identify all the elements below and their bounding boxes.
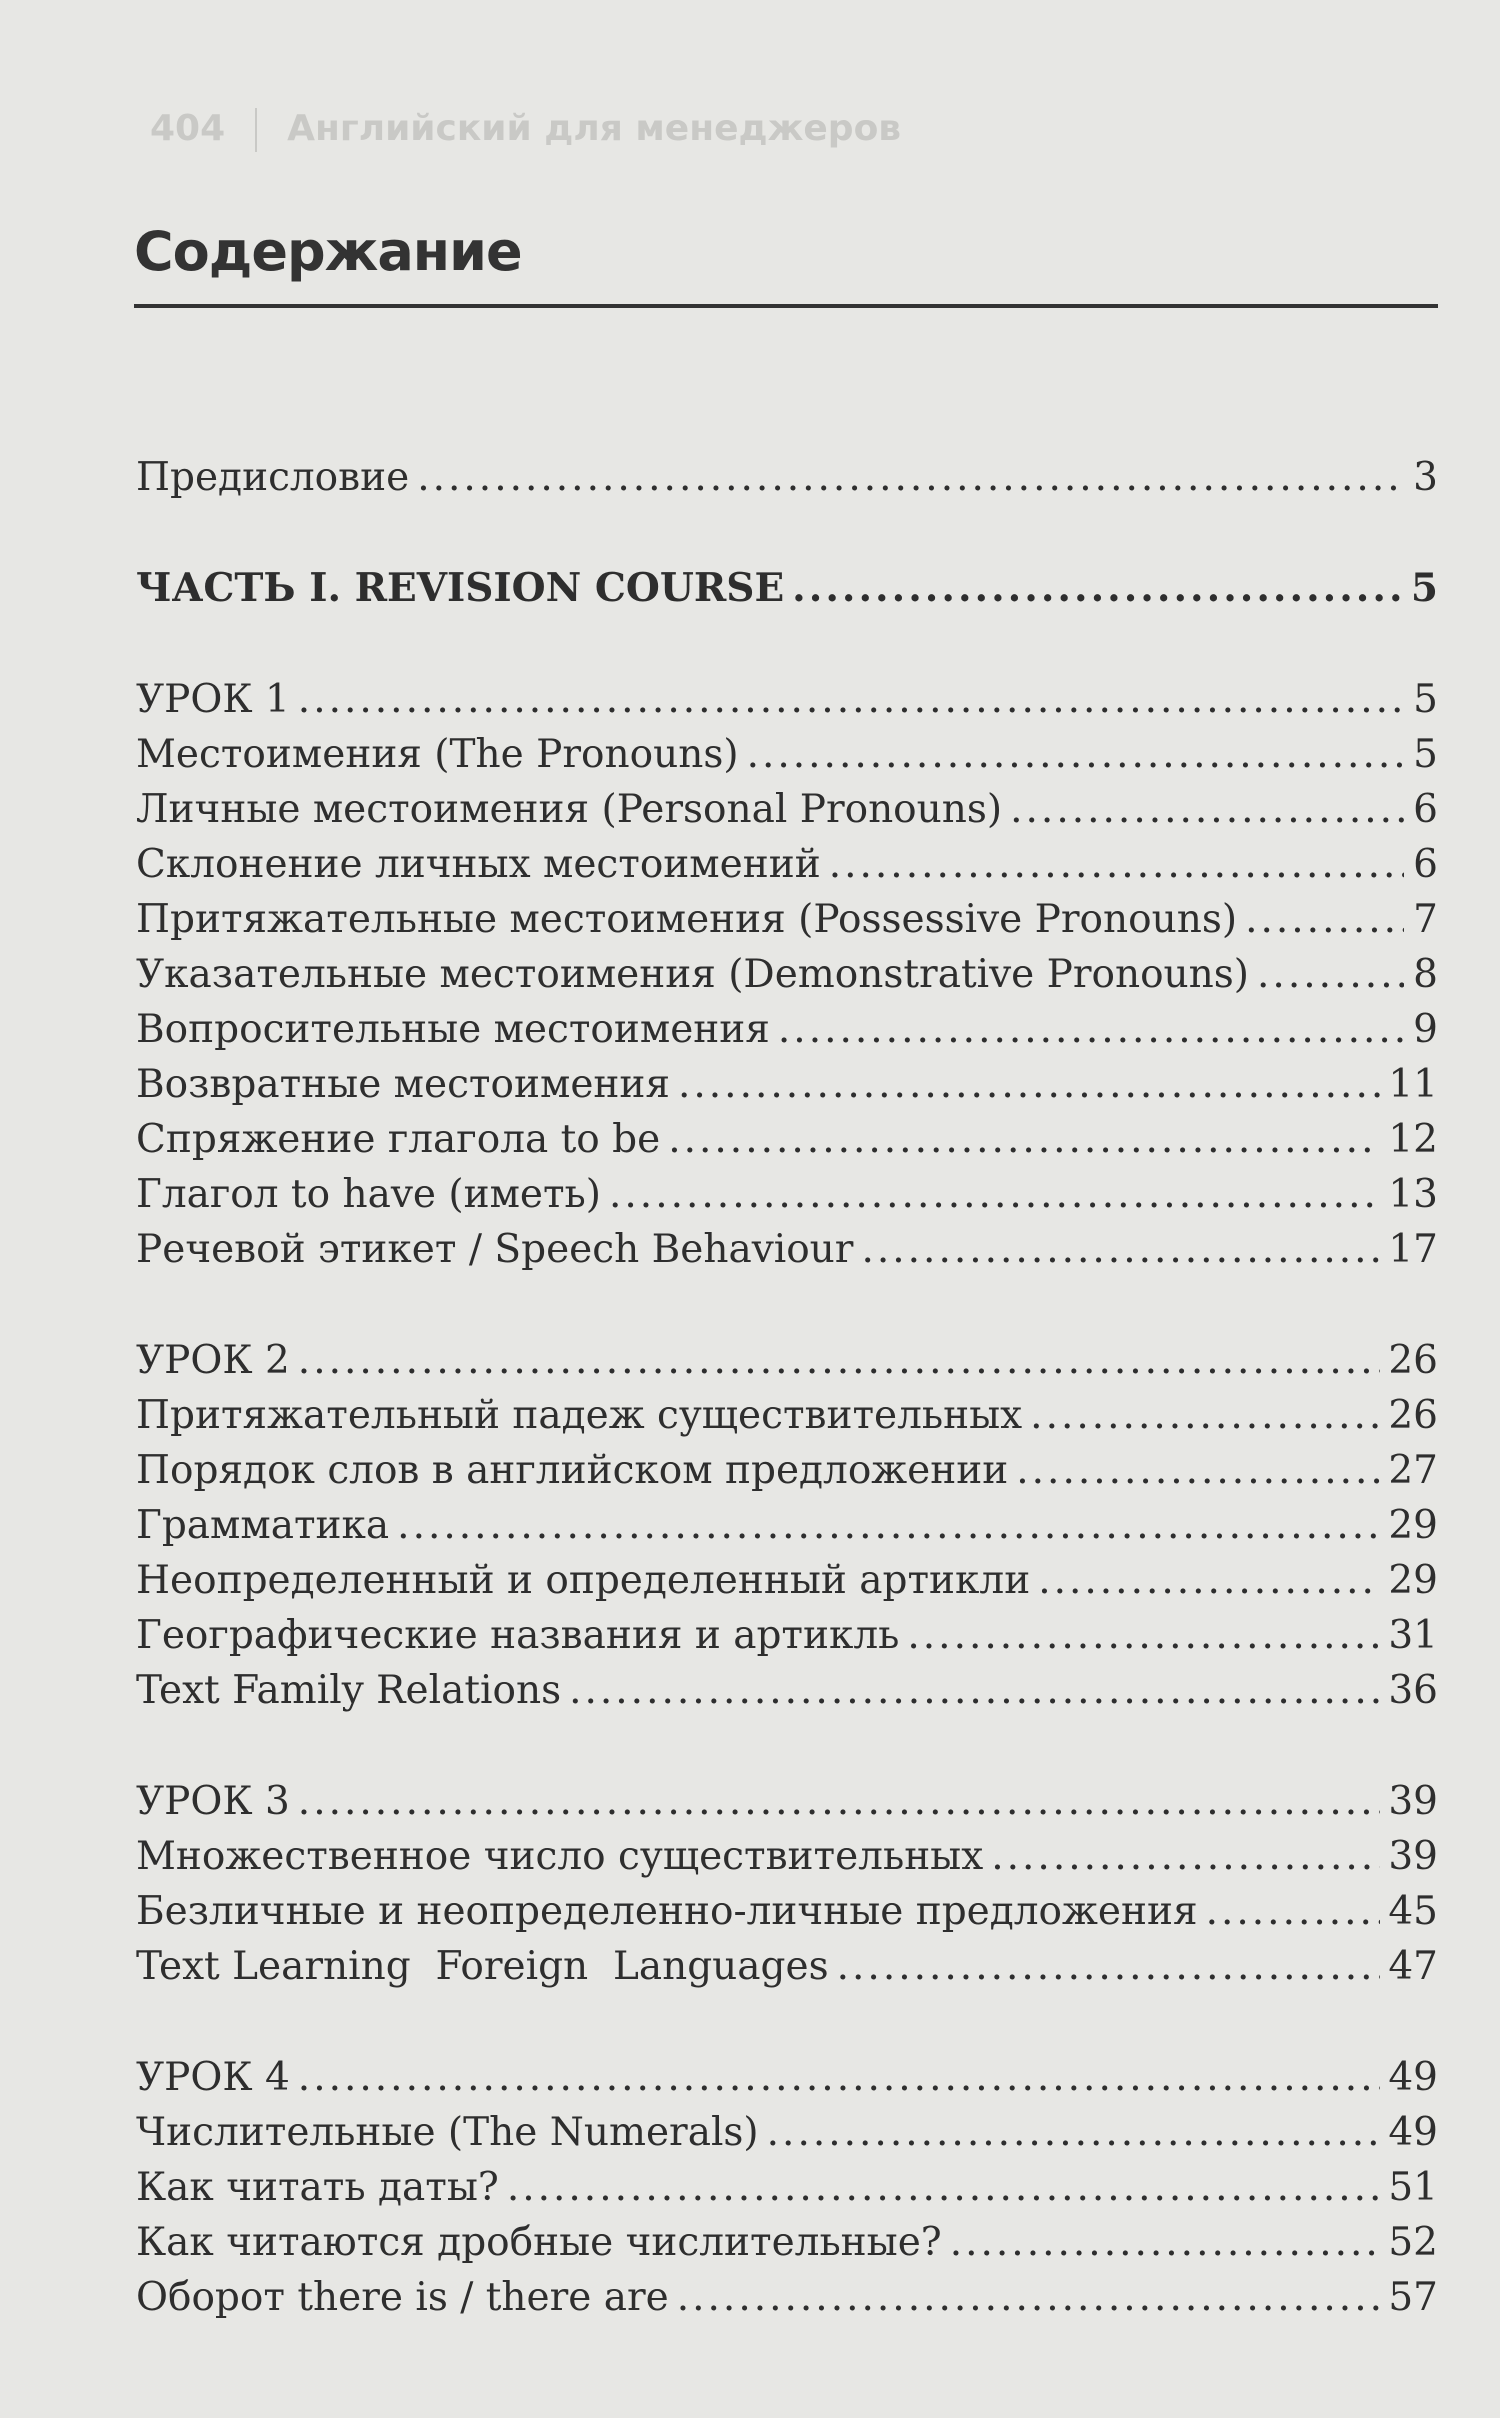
toc-leader-dots — [1245, 892, 1404, 947]
toc-entry — [136, 1663, 1438, 1718]
toc-entry-page: 39 — [1388, 1834, 1438, 1879]
toc-entry-label: Склонение личных местоимений — [136, 842, 821, 887]
toc-entry-page: 27 — [1388, 1448, 1438, 1493]
toc-leader-dots — [1010, 782, 1404, 837]
toc-entry-page: 52 — [1388, 2220, 1438, 2265]
toc-leader-dots — [609, 1167, 1380, 1222]
toc-entry — [136, 1002, 1438, 1057]
toc-entry — [136, 2270, 1438, 2325]
toc-leader-dots — [569, 1663, 1380, 1718]
toc-entry-label: Оборот there is / there are — [136, 2275, 669, 2320]
toc-entry-page: 12 — [1388, 1117, 1438, 1162]
toc-leader-dots — [298, 672, 1404, 727]
toc-entry-label: УРОК 2 — [136, 1338, 290, 1383]
toc-entry — [136, 1498, 1438, 1553]
toc-entry — [136, 2105, 1438, 2160]
toc-leader-dots — [778, 1002, 1404, 1057]
toc-entry-label: Географические названия и артикль — [136, 1613, 900, 1658]
toc-entry-page: 26 — [1388, 1338, 1438, 1383]
toc-entry — [136, 1388, 1438, 1443]
toc-entry-page: 26 — [1388, 1393, 1438, 1438]
toc-entry-label: Безличные и неопределенно-личные предложения — [136, 1889, 1198, 1934]
toc-entry-label: Множественное число существительных — [136, 1834, 984, 1879]
section-gap — [136, 505, 1438, 561]
section-gap — [136, 1994, 1438, 2050]
toc-leader-dots — [829, 837, 1404, 892]
toc-entry-page: 49 — [1388, 2110, 1438, 2155]
toc-leader-dots — [907, 1608, 1380, 1663]
toc-entry-page: 29 — [1388, 1503, 1438, 1548]
toc-part-entry — [136, 561, 1438, 616]
toc-entry-label: Грамматика — [136, 1503, 390, 1548]
toc-entry — [136, 947, 1438, 1002]
section-gap — [136, 616, 1438, 672]
toc-entry — [136, 2215, 1438, 2270]
toc-entry-page: 29 — [1388, 1558, 1438, 1603]
toc-entry — [136, 1829, 1438, 1884]
toc-entry-label: Text Learning Foreign Languages — [136, 1944, 829, 1989]
toc-leader-dots — [677, 2270, 1381, 2325]
title-rule — [134, 304, 1438, 308]
toc-leader-dots — [1038, 1553, 1380, 1608]
toc-entry — [136, 450, 1438, 505]
toc-entry-label: Неопределенный и определенный артикли — [136, 1558, 1031, 1603]
header-running-title: Английский для менеджеров — [287, 108, 902, 149]
toc-entry-label: Text Family Relations — [136, 1668, 562, 1713]
toc-entry — [136, 892, 1438, 947]
header-page-number: 404 — [150, 108, 226, 149]
toc-entry-label: Как читаются дробные числительные? — [136, 2220, 942, 2265]
toc-leader-dots — [298, 1333, 1381, 1388]
toc-entry-label: УРОК 4 — [136, 2055, 290, 2100]
toc-leader-dots — [991, 1829, 1380, 1884]
section-gap — [136, 1718, 1438, 1774]
toc-lesson-entry — [136, 2050, 1438, 2105]
toc-entry — [136, 837, 1438, 892]
toc-entry-page: 51 — [1388, 2165, 1438, 2210]
toc-entry-page: 45 — [1388, 1889, 1438, 1934]
toc-entry-label: Указательные местоимения (Demonstrative Pronouns) — [136, 952, 1250, 997]
toc-entry-label: Как читать даты? — [136, 2165, 499, 2210]
toc-entry-label: УРОК 3 — [136, 1779, 290, 1824]
toc-entry-page: 13 — [1388, 1172, 1438, 1217]
toc-leader-dots — [507, 2160, 1381, 2215]
toc-lesson-entry — [136, 1333, 1438, 1388]
toc-entry-page: 36 — [1388, 1668, 1438, 1713]
toc-entry-page: 5 — [1413, 732, 1438, 777]
toc-entry — [136, 1608, 1438, 1663]
running-header — [150, 108, 901, 152]
toc-leader-dots — [397, 1498, 1380, 1553]
toc-leader-dots — [950, 2215, 1381, 2270]
toc-entry-label: Притяжательные местоимения (Possessive Pronouns) — [136, 897, 1238, 942]
toc-entry-label: Предисловие — [136, 455, 410, 500]
toc-entry — [136, 1553, 1438, 1608]
toc-entry-label: Глагол to have (иметь) — [136, 1172, 602, 1217]
toc-entry-page: 9 — [1413, 1007, 1438, 1052]
toc-leader-dots — [1257, 947, 1404, 1002]
toc-entry — [136, 2160, 1438, 2215]
table-of-contents — [136, 450, 1438, 2325]
toc-entry-page: 6 — [1413, 842, 1438, 887]
toc-entry-label: Порядок слов в английском предложении — [136, 1448, 1009, 1493]
toc-leader-dots — [678, 1057, 1380, 1112]
toc-leader-dots — [417, 450, 1404, 505]
toc-entry-label: Спряжение глагола to be — [136, 1117, 661, 1162]
toc-entry-page: 17 — [1388, 1227, 1438, 1272]
toc-entry-label: Притяжательный падеж существительных — [136, 1393, 1023, 1438]
toc-entry-page: 3 — [1413, 455, 1438, 500]
toc-leader-dots — [298, 2050, 1381, 2105]
toc-entry — [136, 1443, 1438, 1498]
toc-entry-page: 39 — [1388, 1779, 1438, 1824]
toc-lesson-entry — [136, 1774, 1438, 1829]
toc-leader-dots — [792, 561, 1403, 616]
toc-leader-dots — [1016, 1443, 1380, 1498]
toc-entry — [136, 727, 1438, 782]
toc-entry-label: Местоимения (The Pronouns) — [136, 732, 739, 777]
toc-entry-label: УРОК 1 — [136, 677, 290, 722]
toc-entry-page: 11 — [1388, 1062, 1438, 1107]
toc-entry — [136, 1057, 1438, 1112]
toc-entry-page: 57 — [1388, 2275, 1438, 2320]
toc-entry-label: ЧАСТЬ I. REVISION COURSE — [136, 565, 785, 611]
toc-leader-dots — [1206, 1884, 1381, 1939]
toc-leader-dots — [747, 727, 1404, 782]
toc-entry-page: 47 — [1388, 1944, 1438, 1989]
toc-leader-dots — [1030, 1388, 1380, 1443]
section-gap — [136, 1277, 1438, 1333]
toc-entry — [136, 782, 1438, 837]
toc-entry-page: 8 — [1413, 952, 1438, 997]
toc-leader-dots — [837, 1939, 1381, 1994]
toc-entry — [136, 1222, 1438, 1277]
toc-entry-label: Возвратные местоимения — [136, 1062, 670, 1107]
toc-entry — [136, 1112, 1438, 1167]
toc-leader-dots — [298, 1774, 1381, 1829]
header-separator — [255, 108, 257, 152]
toc-entry — [136, 1939, 1438, 1994]
toc-entry-page: 49 — [1388, 2055, 1438, 2100]
toc-entry-label: Личные местоимения (Personal Pronouns) — [136, 787, 1003, 832]
toc-entry-label: Речевой этикет / Speech Behaviour — [136, 1227, 854, 1272]
toc-leader-dots — [767, 2105, 1381, 2160]
toc-entry-page: 31 — [1388, 1613, 1438, 1658]
toc-entry — [136, 1167, 1438, 1222]
toc-entry-page: 5 — [1410, 565, 1438, 611]
toc-leader-dots — [668, 1112, 1380, 1167]
toc-entry-label: Вопросительные местоимения — [136, 1007, 770, 1052]
toc-entry-page: 6 — [1413, 787, 1438, 832]
toc-leader-dots — [861, 1222, 1380, 1277]
toc-entry-page: 7 — [1413, 897, 1438, 942]
toc-entry-page: 5 — [1413, 677, 1438, 722]
toc-entry — [136, 1884, 1438, 1939]
toc-lesson-entry — [136, 672, 1438, 727]
toc-entry-label: Числительные (The Numerals) — [136, 2110, 759, 2155]
page-title: Содержание — [134, 220, 522, 283]
